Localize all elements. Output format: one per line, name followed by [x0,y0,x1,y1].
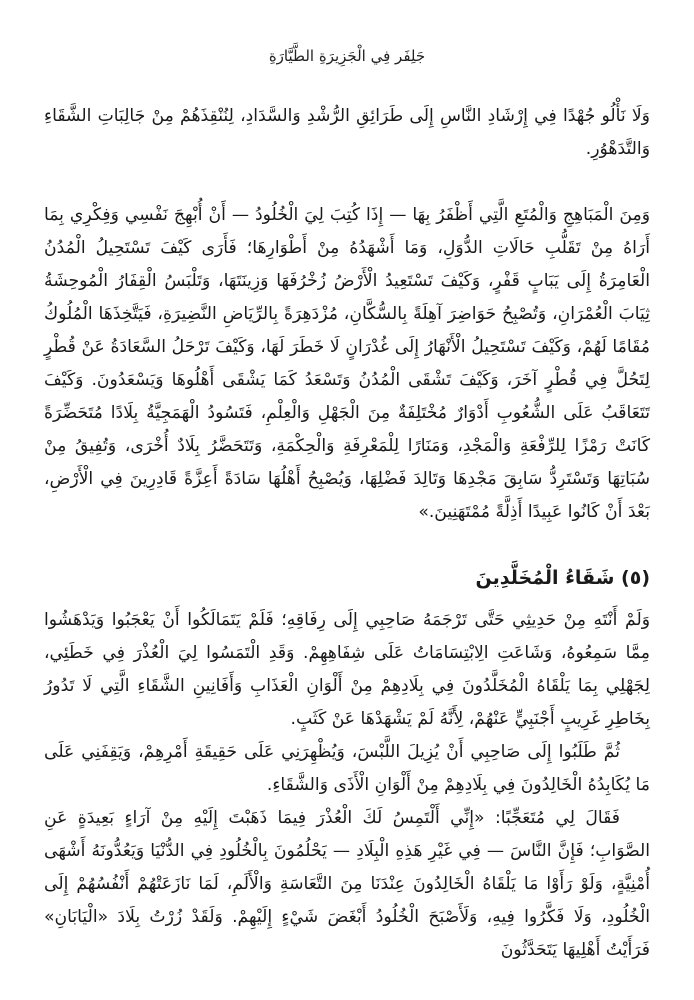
paragraph-closing-previous: وَلَا نَأْلُو جُهْدًا فِي إِرْشَادِ النَّاسِ إِلَى طَرَائِقِ الرُّشْدِ وَالسَّدَادِ، لِنُنْقِذَهُمْ مِنْ جَالِبَاتِ الشَّقَاءِ وَالتَّدَهْوُرِ. [44,106,650,159]
running-header: جَلِفَر فِي الْجَزِيرَةِ الطَّيَّارَةِ [268,47,426,65]
paragraph-friend-reply: فَقَالَ لِي مُتَعَجِّبًا: «إِنِّي أَلْتَمِسُ لَكَ الْعُذْرَ فِيمَا ذَهَبْتَ إِلَيْهِ مِنْ آرَاءٍ بَعِيدَةٍ عَنِ الصَّوَابِ؛ فَإِنَّ النَّاسَ — فِي غَيْرِ هَذِهِ الْبِلَادِ — يَحْلُمُونَ بِالْخُلُودِ فِي الدُّنْيَا وَيَعُدُّونَهُ أَشْهَى أُمْنِيَّةٍ، وَلَوْ رَأَوْا مَا يَلْقَاهُ الْخَالِدُونَ عِنْدَنَا مِنَ التَّعَاسَةِ وَالْأَلَمِ، لَمَا نَازَعَتْهُمْ أَنْفُسُهُمْ إِلَى الْخُلُودِ، وَلَا فَكَّرُوا فِيهِ، وَلَأَصْبَحَ الْخُلُودُ أَبْغَضَ شَيْءٍ إِلَيْهِمْ. وَلَقَدْ زُرْتُ بِلَادَ «الْيَابَانِ» فَرَأَيْتُ أَهْلِيهَا يَتَحَدَّثُونَ [44,808,650,960]
paragraph-request-explanation: ثُمَّ طَلَبُوا إِلَى صَاحِبِي أَنْ يُزِيلَ اللَّبْسَ، وَيُظْهِرَنِي عَلَى حَقِيقَةِ أَمْرِهِمْ، وَيَقِفَنِي عَلَى مَا يُكَابِدُهُ الْخَالِدُونَ فِي بِلَادِهِمْ مِنْ أَلْوَانِ الْأَذَى وَالشَّقَاءِ. [44,742,650,795]
paragraph-companions-reaction: وَلَمْ أَنْتَهِ مِنْ حَدِيثِي حَتَّى تَرْجَمَهُ صَاحِبِي إِلَى رِفَاقِهِ؛ فَلَمْ يَتَمَالَكُوا أَنْ يَعْجَبُوا وَيَدْهَشُوا مِمَّا سَمِعُوهُ، وَشَاعَتِ الِابْتِسَامَاتُ عَلَى شِفَاهِهِمْ. وَقَدِ الْتَمَسُوا لِيَ الْعُذْرَ فِي خَطَئِي، لِجَهْلِي بِمَا يَلْقَاهُ الْمُخَلَّدُونَ فِي بِلَادِهِمْ مِنْ أَلْوَانِ الْعَذَابِ وَأَفَانِينِ الشَّقَاءِ الَّتِي لَا تَدُورُ بِخَاطِرِ غَرِيبٍ أَجْنَبِيٍّ عَنْهُمْ، لِأَنَّهُ لَمْ يَشْهَدْهَا عَنْ كَثَبٍ. [44,610,650,729]
section-heading: (٥) شَقَاءُ الْمُخَلَّدِينَ [475,567,650,589]
paragraph-pleasures-of-immortality: وَمِنَ الْمَبَاهِجِ وَالْمُتَعِ الَّتِي أَظْفَرُ بِهَا — إِذَا كُتِبَ لِيَ الْخُلُودُ — أَنْ أُبْهِجَ نَفْسِي وَفِكْرِي بِمَا أَرَاهُ مِنْ تَقَلُّبِ حَالَاتِ الدُّوَلِ، وَمَا أَشْهَدُهُ مِنْ أَطْوَارِهَا؛ فَأَرَى كَيْفَ تَسْتَحِيلُ الْمُدُنُ الْعَامِرَةُ إِلَى يَبَابٍ قَفْرٍ، وَكَيْفَ تَسْتَعِيدُ الْأَرْضُ زُخْرُفَهَا وَزِينَتَهَا، وَتَلْبَسُ الْقِفَارُ الْمُوحِشَةُ ثِيَابَ الْعُمْرَانِ، وَتُصْبِحُ حَوَاضِرَ آهِلَةً بِالسُّكَّانِ، مُزْدَهِرَةً بِالرِّيَاضِ النَّضِيرَةِ، فَيَتَّخِذَهَا الْمُلُوكُ مُقَامًا لَهُمْ، وَكَيْفَ تَسْتَحِيلُ الْأَنْهَارُ إِلَى غُدْرَانٍ لَا خَطَرَ لَهَا، وَكَيْفَ تَرْحَلُ السَّعَادَةُ عَنْ قُطْرٍ لِتَحُلَّ فِي قُطْرٍ آخَرَ، وَكَيْفَ تَشْقَى الْمُدُنُ وَتَسْعَدُ كَمَا يَشْقَى أَهْلُوهَا وَيَسْعَدُونَ. وَكَيْفَ تَتَعَاقَبُ عَلَى الشُّعُوبِ أَدْوَارٌ مُخْتَلِفَةٌ مِنَ الْجَهْلِ وَالْعِلْمِ، فَتَسُودُ الْهَمَجِيَّةُ بِلَادًا مُتَحَضِّرَةً كَانَتْ رَمْزًا لِلرِّفْعَةِ وَالْمَجْدِ، وَمَنَارًا لِلْمَعْرِفَةِ وَالْحِكْمَةِ، وَتَتَحَضَّرُ بِلَادٌ أُخْرَى، وَتُفِيقُ مِنْ سُبَاتِهَا وَتَسْتَرِدُّ سَابِقَ مَجْدِهَا وَتَالِدَ فَضْلِهَا، وَيُصْبِحُ أَهْلُهَا سَادَةً أَعِزَّةً قَادِرِينَ فِي الْأَرْضِ، بَعْدَ أَنْ كَانُوا عَبِيدًا أَذِلَّةً مُمْتَهَنِينَ.» [44,205,650,522]
page-body [44,100,650,967]
